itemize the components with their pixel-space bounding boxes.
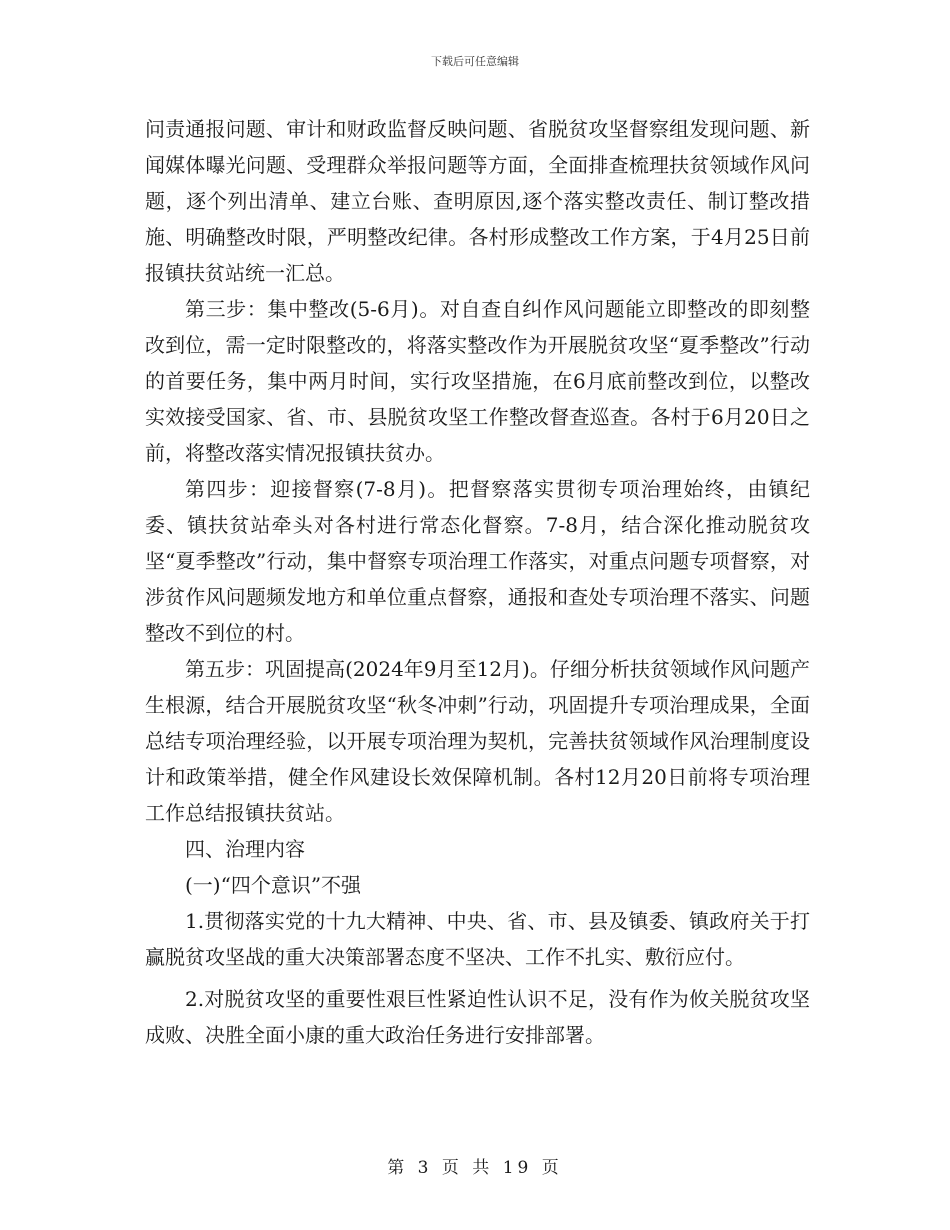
paragraph-step-four: 第四步：迎接督察(7-8月)。把督察落实贯彻专项治理始终，由镇纪委、镇扶贫站牵头对各村进行常态化督察。7-8月，结合深化推动脱贫攻坚“夏季整改”行动，集中督察专项治理工作落实，对重点问题专项督察，对涉贫作风问题频发地方和单位重点督察，通报和查处专项治理不落实、问题整改不到位的村。: [145, 477, 810, 645]
subsection-heading-four-awareness: (一)“四个意识”不强: [185, 873, 362, 897]
section-heading-governance-content: 四、治理内容: [185, 837, 305, 861]
paragraph-continued: 问责通报问题、审计和财政监督反映问题、省脱贫攻坚督察组发现问题、新闻媒体曝光问题、受理群众举报问题等方面，全面排查梳理扶贫领域作风问题，逐个列出清单、建立台账、查明原因,逐个落实整改责任、制订整改措施、明确整改时限，严明整改纪律。各村形成整改工作方案，于4月25日前报镇扶贫站统一汇总。: [145, 117, 810, 285]
page-header-note: 下载后可任意编辑: [431, 55, 519, 68]
list-item-1: 1.贯彻落实党的十九大精神、中央、省、市、县及镇委、镇政府关于打赢脱贫攻坚战的重大决策部署态度不坚决、工作不扎实、敷衍应付。: [145, 909, 810, 969]
list-item-2: 2.对脱贫攻坚的重要性艰巨性紧迫性认识不足，没有作为攸关脱贫攻坚成败、决胜全面小康的重大政治任务进行安排部署。: [145, 987, 810, 1047]
page-number-footer: 第 3 页 共 19 页: [387, 1158, 563, 1178]
paragraph-step-five: 第五步：巩固提高(2024年9月至12月)。仔细分析扶贫领域作风问题产生根源，结合开展脱贫攻坚“秋冬冲刺”行动，巩固提升专项治理成果，全面总结专项治理经验，以开展专项治理为契机，完善扶贫领域作风治理制度设计和政策举措，健全作风建设长效保障机制。各村12月20日前将专项治理工作总结报镇扶贫站。: [145, 657, 810, 825]
paragraph-step-three: 第三步：集中整改(5-6月)。对自查自纠作风问题能立即整改的即刻整改到位，需一定时限整改的，将落实整改作为开展脱贫攻坚“夏季整改”行动的首要任务，集中两月时间，实行攻坚措施，在6月底前整改到位，以整改实效接受国家、省、市、县脱贫攻坚工作整改督查巡查。各村于6月20日之前，将整改落实情况报镇扶贫办。: [145, 297, 810, 465]
document-body: [145, 111, 810, 1053]
